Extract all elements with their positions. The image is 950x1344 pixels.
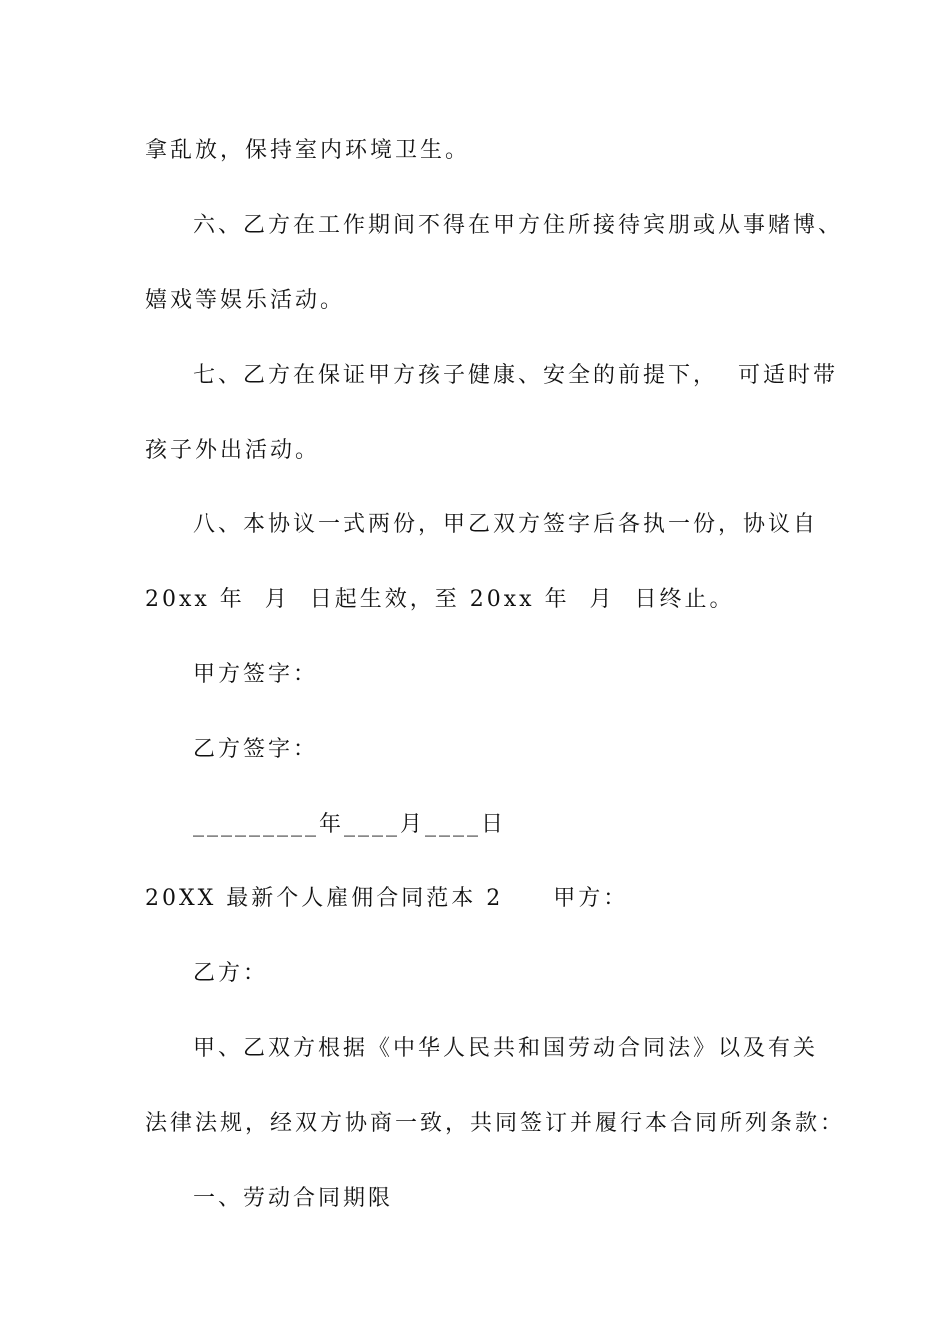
signature-label-party-a: 甲方签字： — [193, 662, 319, 687]
paragraph-line: 八、本协议一式两份，甲乙双方签字后各执一份，协议自 — [193, 512, 819, 537]
party-b-label: 乙方： — [193, 961, 269, 986]
paragraph-line: 嬉戏等娱乐活动。 — [145, 288, 346, 313]
date-line: _________年____月____日 — [193, 812, 507, 837]
paragraph-line: 甲、乙双方根据《中华人民共和国劳动合同法》以及有关 — [193, 1036, 819, 1061]
paragraph-line: 七、乙方在保证甲方孩子健康、安全的前提下， 可适时带 — [193, 363, 838, 388]
paragraph-line: 法律法规，经双方协商一致，共同签订并履行本合同所列条款： — [145, 1111, 846, 1136]
paragraph-line: 20xx 年 月 日起生效，至 20xx 年 月 日终止。 — [145, 587, 735, 612]
signature-label-party-b: 乙方签字： — [193, 737, 319, 762]
paragraph-line: 六、乙方在工作期间不得在甲方住所接待宾朋或从事赌博、 — [193, 213, 844, 238]
section-heading: 一、劳动合同期限 — [193, 1186, 394, 1211]
paragraph-line: 拿乱放，保持室内环境卫生。 — [145, 138, 471, 163]
contract-heading: 20XX 最新个人雇佣合同范本 2 甲方： — [145, 886, 629, 911]
paragraph-line: 孩子外出活动。 — [145, 438, 321, 463]
